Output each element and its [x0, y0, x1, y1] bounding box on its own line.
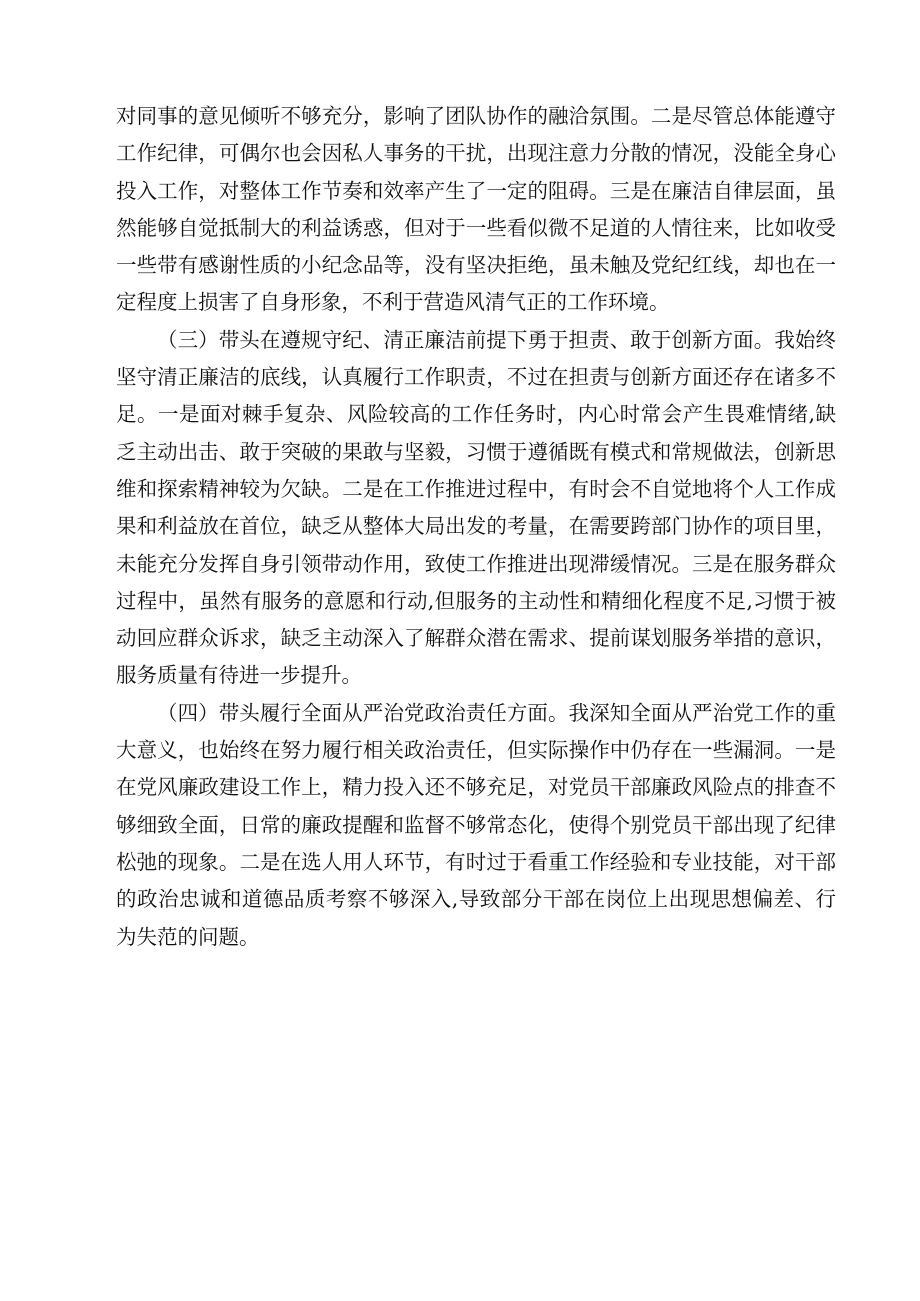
paragraph-section-three: （三）带头在遵规守纪、清正廉洁前提下勇于担责、敢于创新方面。我始终坚守清正廉洁的底线，认真履行工作职责，不过在担责与创新方面还存在诸多不足。一是面对棘手复杂、风险较高的工作任务时，内心时常会产生畏难情绪,缺乏主动出击、敢于突破的果敢与坚毅，习惯于遵循既有模式和常规做法，创新思维和探索精神较为欠缺。二是在工作推进过程中，有时会不自觉地将个人工作成果和利益放在首位，缺乏从整体大局出发的考量，在需要跨部门协作的项目里，未能充分发挥自身引领带动作用，致使工作推进出现滞缓情况。三是在服务群众过程中，虽然有服务的意愿和行动,但服务的主动性和精细化程度不足,习惯于被动回应群众诉求，缺乏主动深入了解群众潜在需求、提前谋划服务举措的意识，服务质量有待进一步提升。: [116, 327, 836, 688]
paragraph-section-four: （四）带头履行全面从严治党政治责任方面。我深知全面从严治党工作的重大意义，也始终在努力履行相关政治责任，但实际操作中仍存在一些漏洞。一是在党风廉政建设工作上，精力投入还不够充足，对党员干部廉政风险点的排查不够细致全面，日常的廉政提醒和监督不够常态化，使得个别党员干部出现了纪律松弛的现象。二是在选人用人环节，有时过于看重工作经验和专业技能，对干部的政治忠诚和道德品质考察不够深入,导致部分干部在岗位上出现思想偏差、行为失范的问题。: [116, 700, 836, 949]
paragraph-continuation: 对同事的意见倾听不够充分，影响了团队协作的融洽氛围。二是尽管总体能遵守工作纪律，可偶尔也会因私人事务的干扰，出现注意力分散的情况，没能全身心投入工作，对整体工作节奏和效率产生了一定的阻碍。三是在廉洁自律层面，虽然能够自觉抵制大的利益诱惑，但对于一些看似微不足道的人情往来，比如收受一些带有感谢性质的小纪念品等，没有坚决拒绝，虽未触及党纪红线，却也在一定程度上损害了自身形象，不利于营造风清气正的工作环境。: [116, 104, 836, 315]
document-body: [116, 98, 836, 956]
